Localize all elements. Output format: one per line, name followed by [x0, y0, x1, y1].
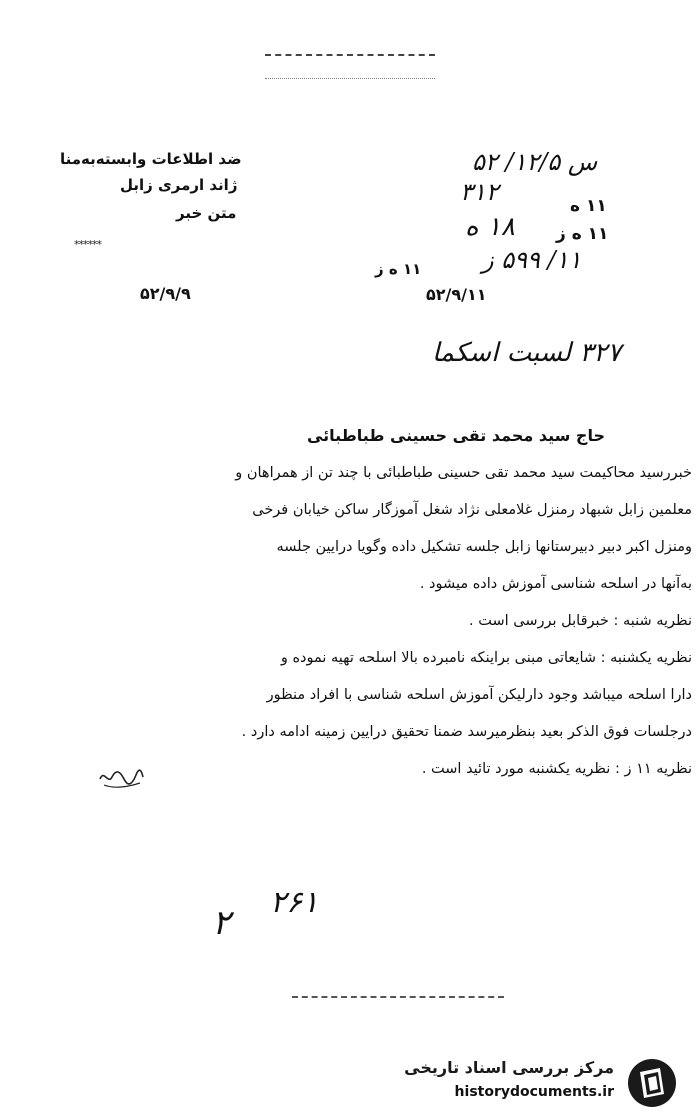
- body-line: نظریه شنبه : خبرقابل بررسی است .: [469, 613, 692, 629]
- bottom-page-number: ۲۶۱: [270, 885, 319, 920]
- handwritten-number: ۳۱۲: [460, 178, 499, 206]
- body-line: خبررسید محاکیمت سید محمد تقی حسینی طباطبائی با چند تن از همراهان و: [235, 465, 692, 481]
- asterisks-divider: ******: [74, 238, 101, 251]
- archive-logo-icon: [624, 1056, 680, 1110]
- org-line-3: متن خبر: [176, 204, 237, 222]
- top-dotted-stamp: [265, 54, 435, 79]
- date-left: ۵۲/۹/۹: [140, 284, 191, 303]
- watermark: [392, 1056, 692, 1110]
- reference-number: ۱۱/ ۵۹۹ ز: [482, 246, 582, 274]
- subject-line: حاج سید محمد تقی حسینی طباطبائی: [306, 426, 605, 445]
- watermark-title: مرکز بررسی اسناد تاریخی: [404, 1058, 614, 1077]
- body-line: درجلسات فوق الذکر بعید بنظرمیرسد ضمنا تحقیق درایین زمینه ادامه دارد .: [241, 724, 692, 740]
- code-line-1: ۱۱ ه: [570, 196, 607, 216]
- body-line: ومنزل اکبر دبیر دبیرستانها زابل جلسه تشکیل داده وگویا درایین جلسه: [276, 539, 692, 555]
- body-line: نظریه ۱۱ ز : نظریه یکشنبه مورد تائید است .: [421, 761, 692, 777]
- handwritten-reference: ۳۲۷ لسبت اسکما: [432, 338, 622, 368]
- body-line: نظریه یکشنبه : شایعاتی مبنی براینکه نامبرده بالا اسلحه تهیه نموده و: [280, 650, 692, 666]
- watermark-url: historydocuments.ir: [454, 1084, 614, 1100]
- handwritten-mark: ۱۸ ه: [465, 212, 515, 242]
- org-line-1: ضد اطلاعات وابسته‌به‌منا: [60, 150, 242, 168]
- bottom-dotted-rule: [292, 996, 504, 998]
- org-line-2: ژاند ارمری زابل: [120, 176, 238, 194]
- body-line: معلمین زابل شبهاد رمنزل غلامعلی نژاد شغل آموزگار ساکن خیابان فرخی: [252, 502, 692, 518]
- code-line-2: ۱۱ ه ز: [556, 224, 609, 244]
- body-line: به‌آنها در اسلحه شناسی آموزش داده میشود .: [419, 576, 692, 592]
- report-body: [2, 455, 692, 788]
- handwritten-date: س‌ ۱۲/۵/ ۵۲: [472, 148, 598, 176]
- bottom-handwritten-mark: ۲: [212, 903, 231, 943]
- reference-date: ۵۲/۹/۱۱: [426, 285, 487, 304]
- body-line: دارا اسلحه میباشد وجود دارلیکن آموزش اسلحه شناسی با افراد منظور: [266, 687, 692, 703]
- handwritten-signature: [98, 765, 144, 791]
- reference-suffix: ۱۱ ه ز: [375, 260, 422, 278]
